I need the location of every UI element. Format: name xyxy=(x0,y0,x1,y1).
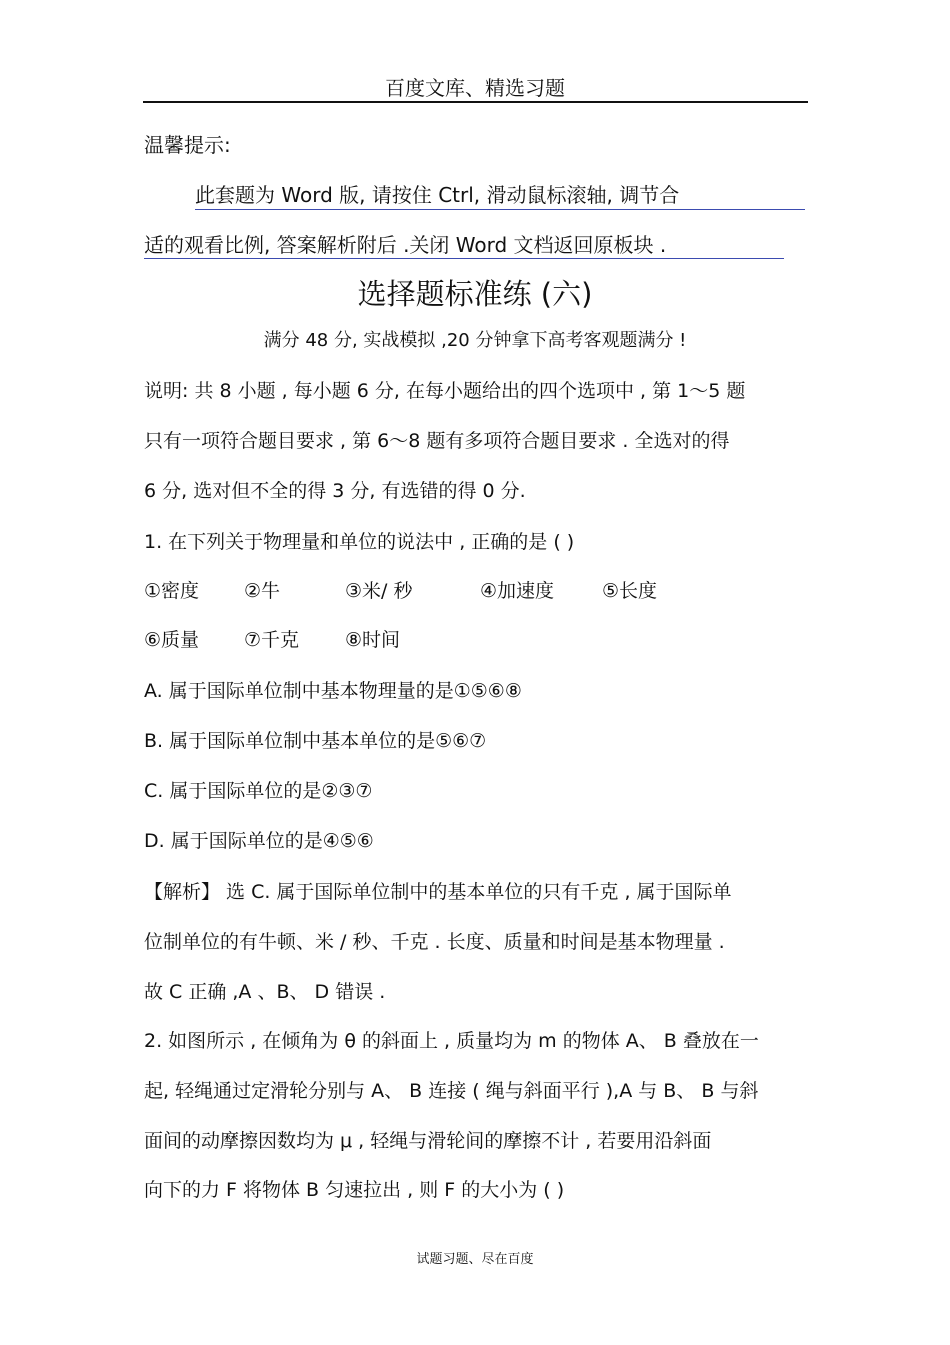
header-rule xyxy=(143,101,808,103)
tip-label: 温馨提示: xyxy=(144,133,231,157)
q1-option-d: D. 属于国际单位的是④⑤⑥ xyxy=(144,830,374,852)
q1-item: ③米/ 秒 xyxy=(345,580,413,602)
q1-option-c: C. 属于国际单位的是②③⑦ xyxy=(144,780,373,802)
question-2-stem-line: 2. 如图所示 , 在倾角为 θ 的斜面上 , 质量均为 m 的物体 A、 B 叠放在一 xyxy=(144,1030,759,1052)
q1-item: ④加速度 xyxy=(480,580,555,602)
q1-item: ⑥质量 xyxy=(144,629,200,651)
q1-option-a: A. 属于国际单位制中基本物理量的是①⑤⑥⑧ xyxy=(144,680,522,702)
tip-line-2: 适的观看比例, 答案解析附后 .关闭 Word 文档返回原板块 . xyxy=(144,233,667,257)
q1-option-b: B. 属于国际单位制中基本单位的是⑤⑥⑦ xyxy=(144,730,487,752)
q1-analysis-line: 故 C 正确 ,A 、B、 D 错误 . xyxy=(144,981,386,1003)
question-2-stem-line: 向下的力 F 将物体 B 匀速拉出 , 则 F 的大小为 ( ) xyxy=(144,1179,565,1201)
page-subtitle: 满分 48 分, 实战模拟 ,20 分钟拿下高考客观题满分 ! xyxy=(263,330,687,351)
q1-item: ①密度 xyxy=(144,580,200,602)
q1-item: ②牛 xyxy=(244,580,281,602)
question-1-stem: 1. 在下列关于物理量和单位的说法中 , 正确的是 ( ) xyxy=(144,531,575,553)
page-header-title: 百度文库、精选习题 xyxy=(385,76,565,100)
instruction-line: 说明: 共 8 小题 , 每小题 6 分, 在每小题给出的四个选项中 , 第 1～5 题 xyxy=(144,380,746,402)
tip-line-1: 此套题为 Word 版, 请按住 Ctrl, 滑动鼠标滚轴, 调节合 xyxy=(195,183,680,207)
instruction-line: 只有一项符合题目要求 , 第 6～8 题有多项符合题目要求 . 全选对的得 xyxy=(144,430,730,452)
q1-item: ⑦千克 xyxy=(244,629,300,651)
q1-item: ⑤长度 xyxy=(602,580,658,602)
instruction-line: 6 分, 选对但不全的得 3 分, 有选错的得 0 分. xyxy=(144,480,526,502)
tip-underline-1 xyxy=(195,209,805,210)
q1-analysis-line: 位制单位的有牛顿、米 / 秒、千克 . 长度、质量和时间是基本物理量 . xyxy=(144,931,725,953)
q1-item: ⑧时间 xyxy=(345,629,401,651)
question-2-stem-line: 起, 轻绳通过定滑轮分别与 A、 B 连接 ( 绳与斜面平行 ),A 与 B、 B 与斜 xyxy=(144,1080,759,1102)
q1-analysis-line: 【解析】 选 C. 属于国际单位制中的基本单位的只有千克 , 属于国际单 xyxy=(144,881,732,903)
tip-underline-2 xyxy=(144,258,784,259)
page-footer: 试题习题、尽在百度 xyxy=(416,1252,534,1267)
page-title: 选择题标准练 (六) xyxy=(357,277,593,311)
question-2-stem-line: 面间的动摩擦因数均为 μ , 轻绳与滑轮间的摩擦不计 , 若要用沿斜面 xyxy=(144,1130,712,1152)
